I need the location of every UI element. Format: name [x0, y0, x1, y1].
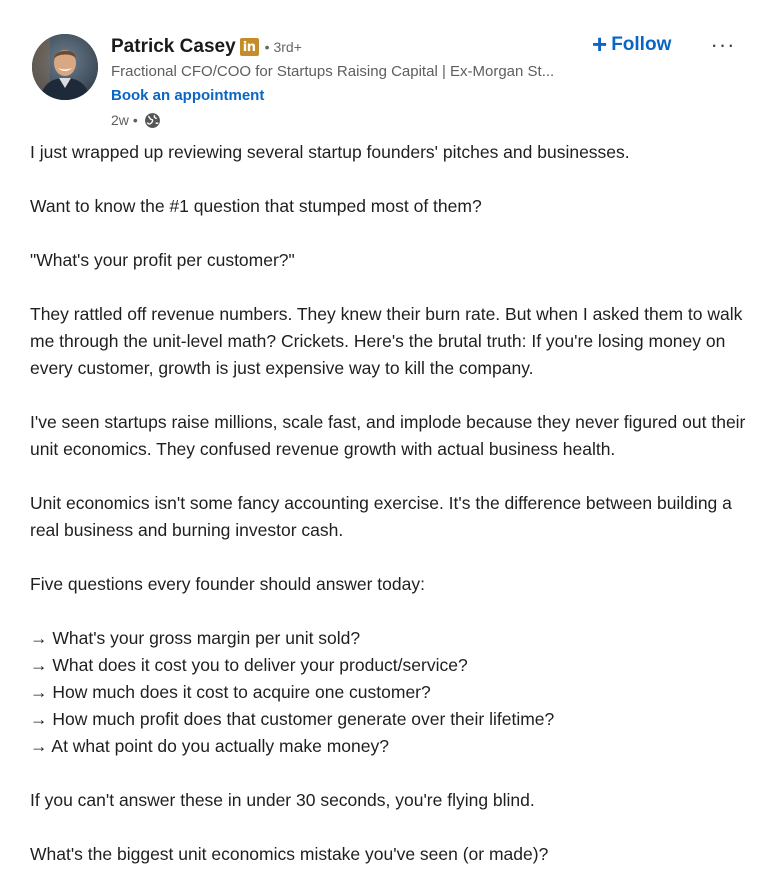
post-header	[32, 30, 752, 130]
author-headline: Fractional CFO/COO for Startups Raising Capital | Ex-Morgan St...	[111, 63, 555, 80]
follow-button[interactable]	[592, 30, 671, 60]
globe-icon	[144, 112, 161, 129]
author-identity	[111, 30, 611, 131]
post-paragraph: They rattled off revenue numbers. They knew their burn rate. But when I asked them to walk me through the unit-level math? Crickets. Here's the brutal truth: If you're losing money on every customer, growth is just expensive way to kill the company.	[30, 304, 743, 378]
author-name-row	[111, 30, 611, 64]
plus-icon: +	[592, 28, 608, 59]
list-item: → How much does it cost to acquire one customer?	[30, 682, 431, 702]
follow-label: Follow	[611, 34, 672, 55]
author-avatar[interactable]	[32, 34, 98, 100]
list-item: → What does it cost you to deliver your product/service?	[30, 655, 468, 675]
post-meta	[111, 109, 611, 131]
question-list	[30, 625, 746, 760]
linkedin-premium-icon: in	[240, 38, 259, 56]
meta-separator: •	[132, 112, 138, 128]
post-timestamp: 2w	[111, 112, 129, 128]
post-paragraph: What's the biggest unit economics mistake you've seen (or made)?	[30, 844, 549, 864]
post-paragraph: Unit economics isn't some fancy accounting exercise. It's the difference between building a real business and burning investor cash.	[30, 493, 732, 540]
list-item: → How much profit does that customer generate over their lifetime?	[30, 709, 555, 729]
author-name[interactable]: Patrick Casey	[111, 36, 236, 57]
post-paragraph: I've seen startups raise millions, scale fast, and implode because they never figured out their unit economics. They confused revenue growth with actual business health.	[30, 412, 746, 459]
more-options-button[interactable]	[708, 30, 738, 60]
post-paragraph: I just wrapped up reviewing several startup founders' pitches and businesses.	[30, 142, 630, 162]
book-appointment-link[interactable]: Book an appointment	[111, 87, 265, 104]
ellipsis-icon: ···	[710, 32, 736, 57]
post-paragraph: "What's your profit per customer?"	[30, 250, 295, 270]
post-paragraph: If you can't answer these in under 30 seconds, you're flying blind.	[30, 790, 535, 810]
list-item: → What's your gross margin per unit sold?	[30, 628, 361, 648]
connection-degree-label: 3rd+	[273, 39, 302, 55]
avatar-image	[32, 34, 98, 100]
post-paragraph: Five questions every founder should answer today:	[30, 574, 425, 594]
post-body	[30, 139, 746, 895]
post-paragraph: Want to know the #1 question that stumped most of them?	[30, 196, 482, 216]
connection-degree: • 3rd+	[264, 39, 302, 55]
list-item: → At what point do you actually make money?	[30, 736, 389, 756]
